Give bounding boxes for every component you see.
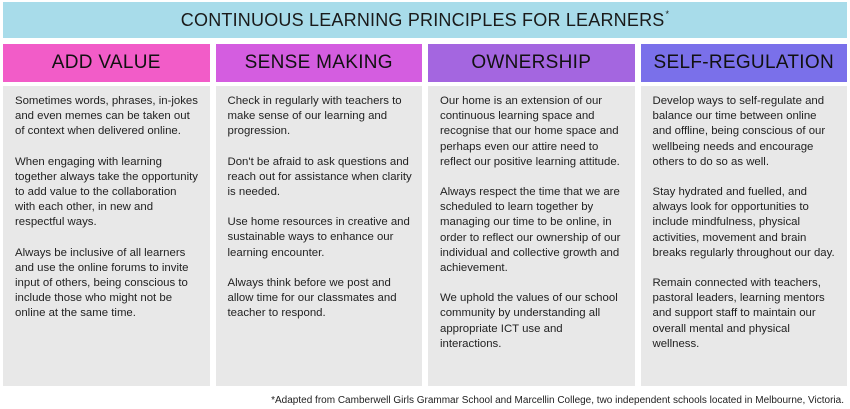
column-body [428,86,635,386]
page-title: CONTINUOUS LEARNING PRINCIPLES FOR LEARNERS [180,9,665,30]
column-sense-making [216,44,423,386]
paragraph: Don't be afraid to ask questions and reach out for assistance when clarity is needed. [227,155,412,199]
paragraph: Always be inclusive of all learners and use the online forums to invite input of others, being conscious to include those who might not be online at the same time. [15,246,189,320]
paragraph: Develop ways to self-regulate and balance our time between online and offline, being conscious of our wellbeing needs and encourage others to do so as well. [652,95,826,168]
column-heading: SENSE MAKING [216,44,423,82]
paragraph: Sometimes words, phrases, in-jokes and even memes can be taken out of context when delivered online. [15,95,198,138]
paragraph: Stay hydrated and fuelled, and always look for opportunities to include mindfulness, physical activities, movement and brain breaks regularly throughout our day. [652,186,835,259]
column-ownership [428,44,635,386]
title-footnote-mark: * [665,9,670,19]
paragraph: Check in regularly with teachers to make sense of our learning and progression. [227,95,402,138]
principles-columns [3,44,847,386]
page-title-bar [3,2,847,38]
paragraph: When engaging with learning together always take the opportunity to add value to the collaboration with each other, in new and respectful ways. [15,155,198,229]
column-heading: SELF-REGULATION [641,44,848,82]
paragraph: Remain connected with teachers, pastoral leaders, learning mentors and support staff to maintain our overall mental and physical wellness. [652,277,825,350]
column-body [216,86,423,386]
column-heading: OWNERSHIP [428,44,635,82]
paragraph: Our home is an extension of our continuous learning space and recognise that our home space and perhaps even our attire need to reflect our positive learning attitude. [440,95,620,168]
column-heading: ADD VALUE [3,44,210,82]
column-body [3,86,210,386]
column-add-value [3,44,210,386]
column-body [641,86,848,386]
paragraph: We uphold the values of our school community by understanding all appropriate ICT use and interactions. [440,292,618,350]
paragraph: Use home resources in creative and sustainable ways to enhance our learning encounter. [227,216,410,259]
column-self-regulation [641,44,848,386]
paragraph: Always respect the time that we are scheduled to learn together by managing our time to be online, in order to reflect our ownership of our individual and collective growth and achievement. [440,186,621,275]
paragraph: Always think before we post and allow time for our classmates and teacher to respond. [227,276,397,320]
footnote: *Adapted from Camberwell Girls Grammar School and Marcellin College, two independent schools located in Melbourne, Victoria. [271,395,844,406]
